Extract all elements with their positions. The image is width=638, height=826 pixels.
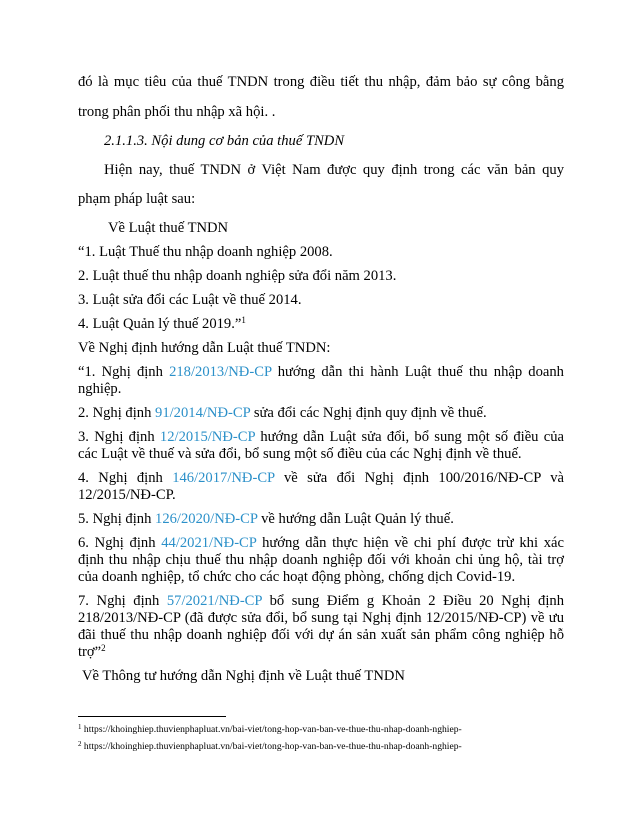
paragraph-line: Hiện nay, thuế TNDN ở Việt Nam được quy định trong các văn bản quy <box>104 162 564 178</box>
decree-item: 2. Nghị định 91/2014/NĐ-CP sửa đổi các Nghị định quy định về thuế. <box>78 405 487 421</box>
law-item: 3. Luật sửa đổi các Luật về thuế 2014. <box>78 292 302 308</box>
decree-item-cont: định thu nhập chịu thuế thu nhập doanh nghiệp đối với khoản chi ủng hộ, tài trợ <box>78 552 564 568</box>
footnote-mark: 2 <box>101 643 106 653</box>
decree-item: 5. Nghị định 126/2020/NĐ-CP về hướng dẫn Luật Quản lý thuế. <box>78 511 454 527</box>
decree-link[interactable]: 91/2014/NĐ-CP <box>155 405 251 421</box>
decree-item-cont: nghiệp. <box>78 381 122 397</box>
footnote-mark: 1 <box>241 315 246 325</box>
decree-link[interactable]: 126/2020/NĐ-CP <box>155 511 258 527</box>
law-item: 2. Luật thuế thu nhập doanh nghiệp sửa đổi năm 2013. <box>78 268 397 284</box>
decree-item-cont: 12/2015/NĐ-CP. <box>78 487 176 503</box>
decree-item: 6. Nghị định 44/2021/NĐ-CP hướng dẫn thực hiện về chi phí được trừ khi xác <box>78 535 564 551</box>
decree-link[interactable]: 12/2015/NĐ-CP <box>159 429 256 445</box>
decree-item-cont: 218/2013/NĐ-CP (đã được sửa đổi, bổ sung tại Nghị định 12/2015/NĐ-CP) về ưu <box>78 610 564 626</box>
decrees-title: Về Nghị định hướng dẫn Luật thuế TNDN: <box>78 340 331 356</box>
decree-item: 7. Nghị định 57/2021/NĐ-CP bổ sung Điểm g Khoản 2 Điều 20 Nghị định <box>78 593 565 609</box>
decree-link[interactable]: 44/2021/NĐ-CP <box>161 535 257 551</box>
decree-item-cont: đãi thuế thu nhập doanh nghiệp đối với dự án sản xuất sản phẩm công nghiệp hỗ <box>78 627 564 643</box>
decree-item: 3. Nghị định 12/2015/NĐ-CP hướng dẫn Luật sửa đổi, bổ sung một số điều của <box>78 429 565 445</box>
decree-item: “1. Nghị định 218/2013/NĐ-CP hướng dẫn thi hành Luật thuế thu nhập doanh <box>78 364 564 380</box>
footnote: $^1$ https://khoinghiep.thuvienphapluat.vn/bai-viet/tong-hop-van-ban-ve-thue-thu-nhap-doanh-nghiep- <box>78 723 462 735</box>
decree-item-cont: của doanh nghiệp, tổ chức cho các hoạt động phòng, chống dịch Covid-19. <box>78 569 516 585</box>
decree-item-cont: trợ”$^2$ <box>78 643 106 660</box>
paragraph-line: đó là mục tiêu của thuế TNDN trong điều tiết thu nhập, đảm bảo sự công bằng <box>78 74 564 90</box>
decree-link[interactable]: 218/2013/NĐ-CP <box>169 364 272 380</box>
footnote-divider <box>78 716 226 717</box>
paragraph-line: phạm pháp luật sau: <box>78 191 196 207</box>
decree-item: 4. Nghị định 146/2017/NĐ-CP về sửa đổi Nghị định 100/2016/NĐ-CP và <box>78 470 565 486</box>
decree-link[interactable]: 146/2017/NĐ-CP <box>172 470 275 486</box>
section-heading: 2.1.1.3. Nội dung cơ bản của thuế TNDN <box>104 133 345 149</box>
footnote-url[interactable]: https://khoinghiep.thuvienphapluat.vn/bai-viet/tong-hop-van-ban-ve-thue-thu-nhap-doanh-nghiep- <box>83 741 462 752</box>
decree-item-cont: các Luật về thuế và sửa đổi, bổ sung một số điều của các Nghị định về thuế. <box>78 446 522 462</box>
decree-link[interactable]: 57/2021/NĐ-CP <box>166 593 262 609</box>
circulars-title: Về Thông tư hướng dẫn Nghị định về Luật thuế TNDN <box>82 668 405 684</box>
laws-title: Về Luật thuế TNDN <box>108 220 229 236</box>
law-item: “1. Luật Thuế thu nhập doanh nghiệp 2008. <box>78 244 333 260</box>
law-item: 4. Luật Quản lý thuế 2019.”$^1$ <box>78 315 246 332</box>
paragraph-line: trong phân phối thu nhập xã hội. . <box>78 104 276 120</box>
footnote: $^2$ https://khoinghiep.thuvienphapluat.vn/bai-viet/tong-hop-van-ban-ve-thue-thu-nhap-doanh-nghiep- <box>78 740 462 752</box>
footnote-url[interactable]: https://khoinghiep.thuvienphapluat.vn/bai-viet/tong-hop-van-ban-ve-thue-thu-nhap-doanh-nghiep- <box>83 724 462 735</box>
